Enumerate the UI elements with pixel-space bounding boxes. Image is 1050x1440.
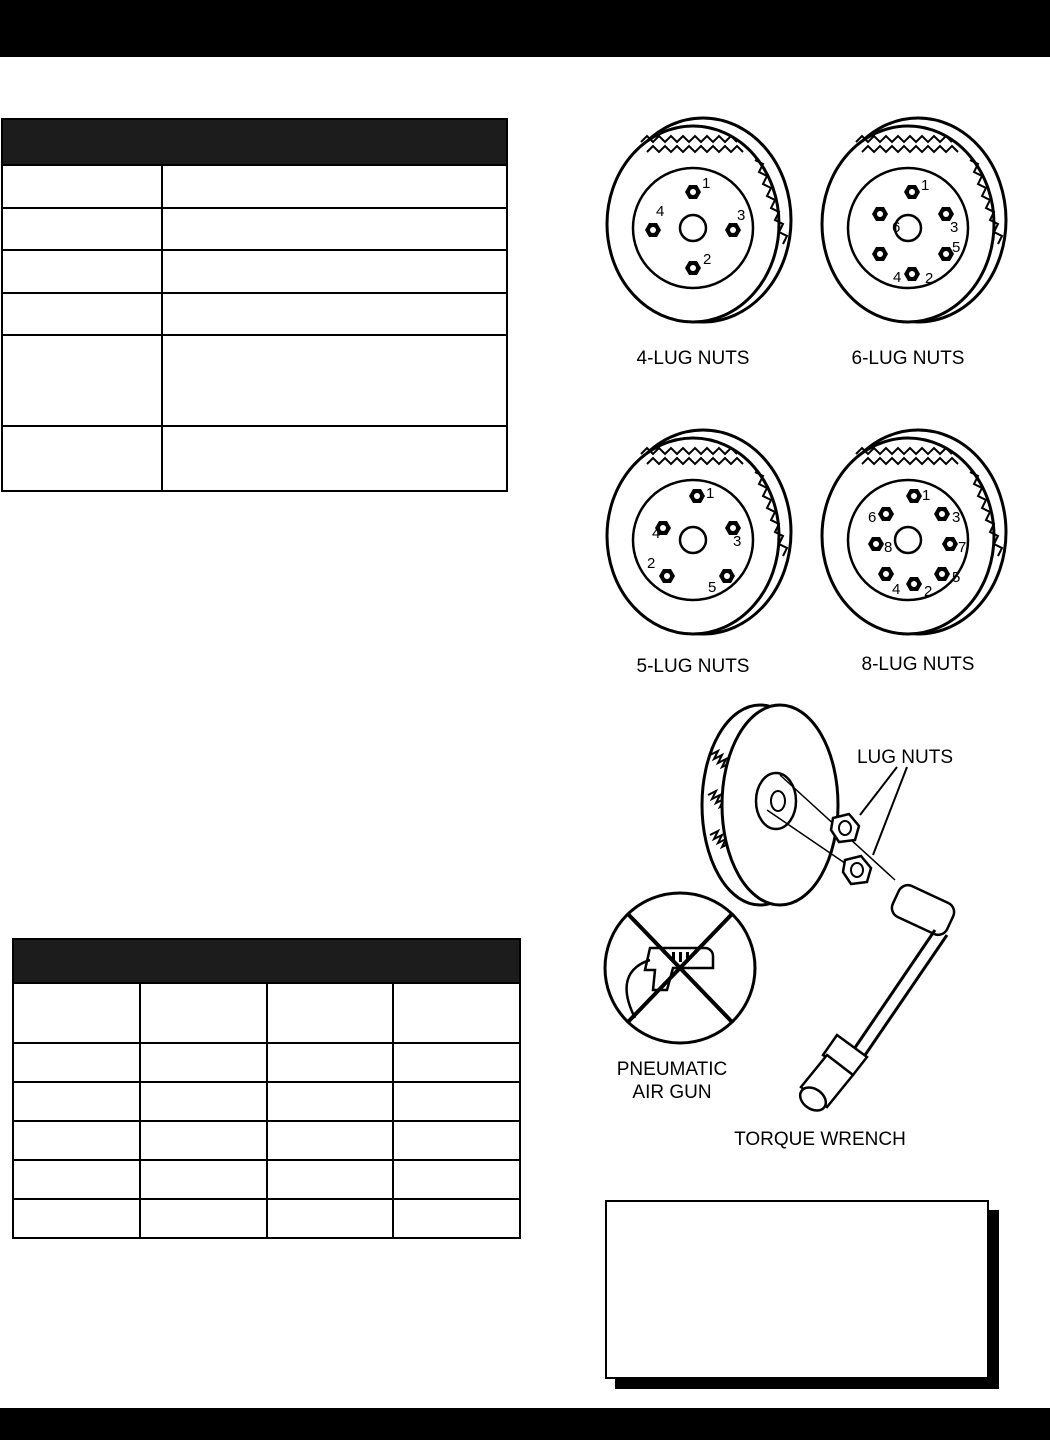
table-row bbox=[13, 1082, 520, 1121]
lug-number: 1 bbox=[921, 177, 930, 194]
label-5-lug: 5-LUG NUTS bbox=[636, 656, 750, 677]
table-row bbox=[13, 983, 520, 1043]
lug-number: 5 bbox=[952, 239, 961, 256]
table-row bbox=[2, 165, 507, 208]
note-box bbox=[605, 1200, 989, 1379]
lug-number: 6 bbox=[892, 219, 901, 236]
table-row bbox=[2, 426, 507, 491]
lug-number: 4 bbox=[893, 269, 902, 286]
lug-nuts-label: LUG NUTS bbox=[856, 747, 954, 768]
torque-wrench-label: TORQUE WRENCH bbox=[734, 1129, 906, 1150]
lug-number: 3 bbox=[733, 533, 742, 550]
label-4-lug: 4-LUG NUTS bbox=[636, 348, 750, 369]
lug-number: 4 bbox=[892, 581, 901, 598]
air-gun-label-line1: PNEUMATIC bbox=[616, 1059, 728, 1080]
air-gun-label-line2: AIR GUN bbox=[632, 1082, 712, 1103]
table-row bbox=[13, 1121, 520, 1160]
wheel-4-lug bbox=[607, 118, 791, 322]
torque-wrench-figure bbox=[595, 695, 1015, 1155]
table-row bbox=[2, 335, 507, 426]
table-row bbox=[2, 293, 507, 335]
table-row bbox=[13, 1043, 520, 1082]
wheel-spec-table bbox=[1, 118, 508, 492]
lug-number: 1 bbox=[922, 487, 931, 504]
lug-number: 6 bbox=[868, 509, 877, 526]
lug-number: 3 bbox=[737, 207, 746, 224]
lug-number: 2 bbox=[925, 270, 934, 287]
table-row bbox=[2, 208, 507, 250]
lug-number: 1 bbox=[702, 175, 711, 192]
wheel-8-lug bbox=[822, 430, 1006, 634]
wheel-5-lug bbox=[607, 430, 791, 634]
prohibited-air-gun-icon bbox=[605, 893, 755, 1043]
torque-spec-table bbox=[12, 938, 521, 1239]
table-header bbox=[13, 939, 520, 983]
lug-number: 8 bbox=[884, 539, 893, 556]
table-header bbox=[2, 119, 507, 165]
lug-number: 1 bbox=[706, 485, 715, 502]
lug-number: 2 bbox=[647, 555, 656, 572]
lug-number: 2 bbox=[703, 251, 712, 268]
lug-number: 2 bbox=[924, 583, 933, 600]
footer-bar bbox=[0, 1408, 1050, 1440]
label-6-lug: 6-LUG NUTS bbox=[851, 348, 965, 369]
lug-number: 4 bbox=[652, 525, 661, 542]
lug-nut-pattern-figure bbox=[590, 110, 1030, 690]
header-bar bbox=[0, 0, 1050, 57]
table-row bbox=[13, 1160, 520, 1199]
lug-number: 7 bbox=[958, 539, 967, 556]
table-row bbox=[13, 1199, 520, 1238]
label-8-lug: 8-LUG NUTS bbox=[861, 654, 975, 675]
lug-number: 4 bbox=[656, 203, 665, 220]
lug-number: 5 bbox=[952, 569, 961, 586]
lug-number: 3 bbox=[950, 219, 959, 236]
lug-number: 5 bbox=[708, 579, 717, 596]
table-row bbox=[2, 250, 507, 293]
wheel-6-lug bbox=[822, 118, 1006, 322]
lug-number: 3 bbox=[952, 509, 961, 526]
